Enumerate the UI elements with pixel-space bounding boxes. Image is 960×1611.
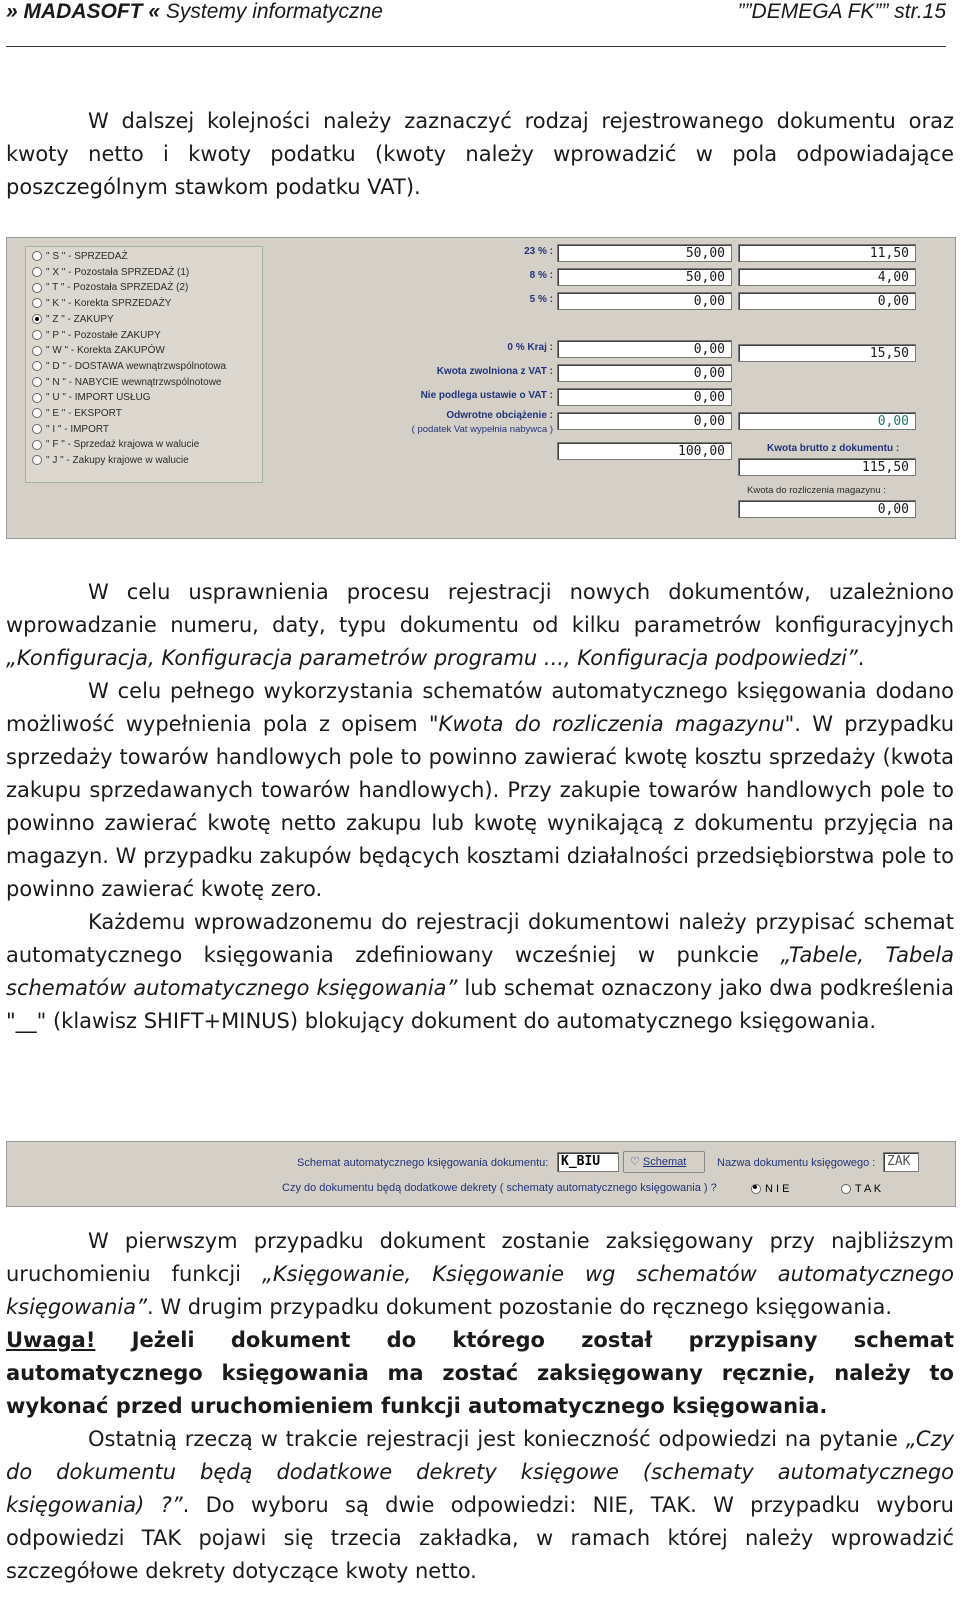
label-nie-podlega: Nie podlega ustawie o VAT :: [420, 390, 553, 401]
radio-icon[interactable]: [32, 346, 42, 356]
radio-nie-icon[interactable]: [751, 1184, 761, 1194]
net-5-field[interactable]: 0,00: [557, 292, 732, 310]
radio-icon[interactable]: [32, 455, 42, 465]
net-8-field[interactable]: 50,00: [557, 268, 732, 286]
radio-icon[interactable]: [32, 298, 42, 308]
label-vat8: 8 % :: [529, 270, 553, 281]
label-vat5: 5 % :: [529, 294, 553, 305]
doc-type-option[interactable]: " S " - SPRZEDAŻ: [32, 251, 128, 267]
doc-type-option[interactable]: " F " - Sprzedaż krajowa w walucie: [32, 439, 199, 455]
label-brutto: Kwota brutto z dokumentu :: [767, 443, 900, 454]
doc-type-option[interactable]: " D " - DOSTAWA wewnątrzwspólnotowa: [32, 361, 226, 377]
option-nie[interactable]: N I E: [751, 1183, 789, 1195]
doc-type-option[interactable]: " K " - Korekta SPRZEDAŻY: [32, 298, 171, 314]
header-product-page: ””DEMEGA FK”” str.15: [737, 0, 946, 23]
doc-type-option[interactable]: " U " - IMPORT USŁUG: [32, 392, 151, 408]
nazwa-label: Nazwa dokumentu księgowego :: [717, 1157, 876, 1169]
schema-screenshot: [6, 1141, 956, 1207]
tax-sum-field: 15,50: [738, 344, 916, 362]
zwolniona-field[interactable]: 0,00: [557, 364, 732, 382]
radio-icon[interactable]: [32, 393, 42, 403]
dekrety-question: Czy do dokumentu będą dodatkowe dekrety ( schematy automatycznego księgowania ) ?: [282, 1182, 717, 1194]
radio-icon[interactable]: [32, 330, 42, 340]
radio-icon[interactable]: [32, 361, 42, 371]
label-odwrotne: Odwrotne obciążenie :: [446, 410, 553, 421]
paragraph-config: W celu usprawnienia procesu rejestracji nowych dokumentów, uzależniono wprowadzanie numeru, daty, typu dokumentu od kilku parametrów konfiguracyjnych „Konfiguracja, Konfiguracja parametrów programu ..., Konfiguracja podpowiedzi”. W celu pełnego wykorzystania schematów automatycznego księgowania dodano możliwość wypełnienia pola z opisem "Kwota do rozliczenia magazynu". W przypadku sprzedaży towarów handlowych pole to powinno zawierać kwotę kosztu sprzedaży (kwota zakupu sprzedawanych towarów handlowych). Przy zakupie towarów handlowych pole to powinno zawierać kwotę netto zakupu lub kwotę wynikającą z dokumentu przyjęcia na magazyn. W przypadku zakupów będących kosztami działalności przedsiębiorstwa pole to powinno zawierać kwotę zero. Każdemu wprowadzonemu do rejestracji dokumentowi należy przypisać schemat automatycznego księgowania zdefiniowany wcześniej w punkcie „Tabele, Tabela schematów automatycznego księgowania” lub schemat oznaczony jako dwa podkreślenia "__" (klawisz SHIFT+MINUS) blokujący dokument do automatycznego księgowania.: [6, 580, 955, 1033]
doc-type-option[interactable]: " N " - NABYCIE wewnątrzwspólnotowe: [32, 377, 222, 393]
net-0-field[interactable]: 0,00: [557, 340, 732, 358]
option-tak[interactable]: T A K: [841, 1183, 881, 1195]
label-vat0: 0 % Kraj :: [507, 342, 553, 353]
header-divider: [6, 46, 946, 47]
odwrotne-tax-field[interactable]: 0,00: [738, 412, 916, 430]
vat-entry-screenshot: [6, 237, 956, 539]
net-total-field: 100,00: [557, 442, 732, 460]
radio-icon[interactable]: [32, 408, 42, 418]
label-vat23: 23 % :: [524, 246, 553, 257]
tax-23-field[interactable]: 11,50: [738, 244, 916, 262]
document-type-group: [25, 246, 263, 483]
odwrotne-field[interactable]: 0,00: [557, 412, 732, 430]
schemat-label: Schemat automatycznego księgowania dokumentu:: [297, 1157, 549, 1169]
label-zwolniona: Kwota zwolniona z VAT :: [436, 366, 553, 377]
label-odwrotne-sub: ( podatek Vat wypełnia nabywca ): [411, 424, 553, 435]
doc-type-option[interactable]: " I " - IMPORT: [32, 424, 109, 440]
doc-type-option[interactable]: " X " - Pozostała SPRZEDAŻ (1): [32, 267, 189, 283]
radio-icon[interactable]: [32, 314, 42, 324]
tax-8-field[interactable]: 4,00: [738, 268, 916, 286]
doc-type-option[interactable]: " Z " - ZAKUPY: [32, 314, 114, 330]
doc-type-option[interactable]: " E " - EKSPORT: [32, 408, 122, 424]
schemat-input[interactable]: K_BIU: [557, 1152, 619, 1172]
heart-icon: ♡: [630, 1156, 643, 1168]
radio-icon[interactable]: [32, 267, 42, 277]
tax-5-field[interactable]: 0,00: [738, 292, 916, 310]
radio-icon[interactable]: [32, 440, 42, 450]
schemat-button[interactable]: ♡ Schemat: [623, 1151, 705, 1173]
label-magazyn: Kwota do rozliczenia magazynu :: [747, 485, 886, 496]
doc-type-option[interactable]: " P " - Pozostałe ZAKUPY: [32, 330, 161, 346]
radio-icon[interactable]: [32, 283, 42, 293]
radio-icon[interactable]: [32, 377, 42, 387]
radio-icon[interactable]: [32, 424, 42, 434]
nie-podlega-field[interactable]: 0,00: [557, 388, 732, 406]
page-header: [6, 0, 952, 34]
doc-type-option[interactable]: " J " - Zakupy krajowe w walucie: [32, 455, 189, 471]
brutto-field[interactable]: 115,50: [738, 458, 916, 476]
net-23-field[interactable]: 50,00: [557, 244, 732, 262]
paragraph-intro: W dalszej kolejności należy zaznaczyć rodzaj rejestrowanego dokumentu oraz kwoty netto i kwoty podatku (kwoty należy wprowadzić w pola odpowiadające poszczególnym stawkom podatku VAT).: [6, 109, 954, 199]
magazyn-field[interactable]: 0,00: [738, 500, 916, 518]
paragraph-booking: W pierwszym przypadku dokument zostanie zaksięgowany przy najbliższym uruchomieniu funkcji „Księgowanie, Księgowanie wg schematów automatycznego księgowania”. W drugim przypadku dokument pozostanie do ręcznego księgowania. Uwaga! Jeżeli dokument do którego został przypisany schemat automatycznego księgowania ma zostać zaksięgowany ręcznie, należy to wykonać przed uruchomieniem funkcji automatycznego księgowania. Ostatnią rzeczą w trakcie rejestracji jest konieczność odpowiedzi na pytanie „Czy do dokumentu będą dodatkowe dekrety księgowe (schematy automatycznego księgowania) ?”. Do wyboru są dwie odpowiedzi: NIE, TAK. W przypadku wyboru odpowiedzi TAK pojawi się trzecia zakładka, w ramach której należy wprowadzić szczegółowe dekrety dotyczące kwoty netto.: [6, 1229, 954, 1583]
doc-type-option[interactable]: " W " - Korekta ZAKUPÓW: [32, 345, 165, 361]
doc-type-option[interactable]: " T " - Pozostała SPRZEDAŻ (2): [32, 282, 188, 298]
header-company: » MADASOFT « Systemy informatyczne: [6, 0, 383, 23]
nazwa-input[interactable]: ZAK: [883, 1152, 919, 1172]
uwaga-label: Uwaga!: [6, 1328, 96, 1352]
radio-tak-icon[interactable]: [841, 1184, 851, 1194]
radio-icon[interactable]: [32, 251, 42, 261]
